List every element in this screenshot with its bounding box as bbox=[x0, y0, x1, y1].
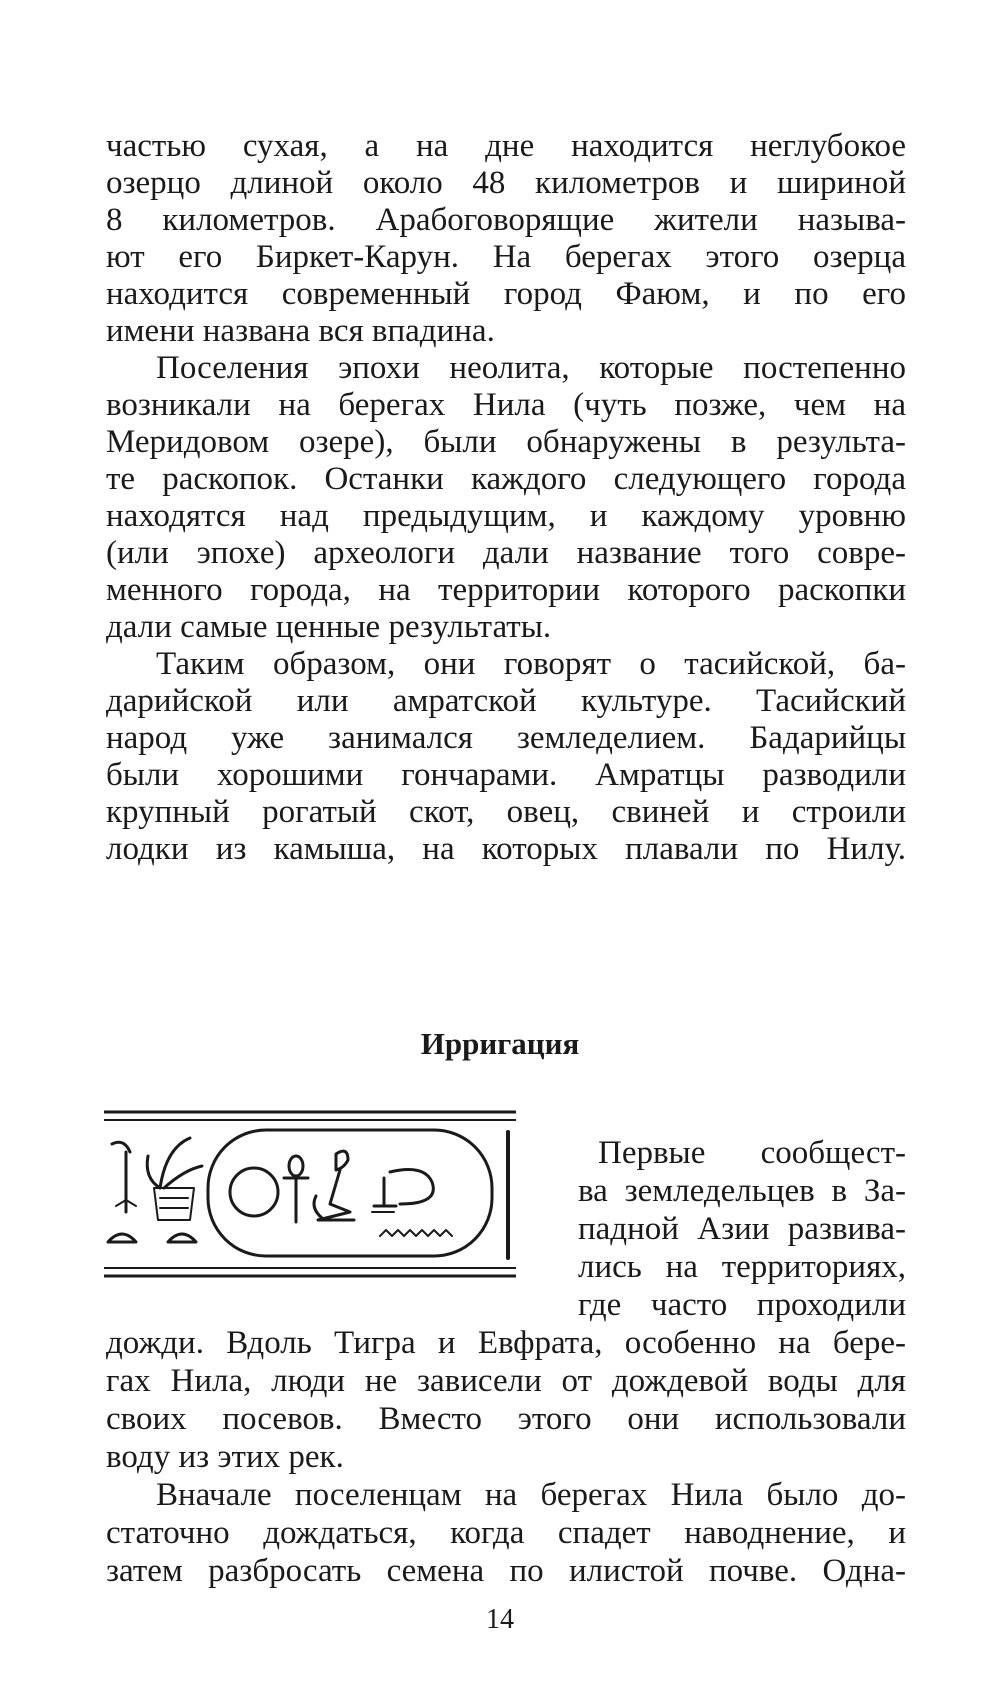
paragraph-1-line-4: ют его Биркет-Карун. На берегах этого озерца bbox=[106, 239, 906, 275]
irrigation-line-1: Первые сообщест- bbox=[598, 1135, 906, 1171]
paragraph-1-line-5: находится современный город Фаюм, и по его bbox=[106, 276, 906, 312]
irrigation-line-8: своих посевов. Вместо этого они использовали bbox=[106, 1401, 906, 1437]
paragraph-1-line-1: частью сухая, а на дне находится неглубокое bbox=[106, 128, 906, 164]
paragraph-2-line-1: Поселения эпохи неолита, которые постепенно bbox=[156, 350, 906, 386]
irrigation-line-6: дожди. Вдоль Тигра и Евфрата, особенно на бере- bbox=[106, 1325, 906, 1361]
paragraph-2-line-3: Меридовом озере), были обнаружены в результа- bbox=[106, 424, 906, 460]
irrigation-line-3: падной Азии развива- bbox=[578, 1211, 906, 1247]
last-paragraph-line-2: статочно дождаться, когда спадет наводнение, и bbox=[106, 1515, 906, 1551]
irrigation-line-7: гах Нила, люди не зависели от дождевой воды для bbox=[106, 1363, 906, 1399]
last-paragraph-line-1: Вначале поселенцам на берегах Нила было до- bbox=[156, 1477, 906, 1513]
paragraph-3-line-6: лодки из камыша, на которых плавали по Нилу. bbox=[106, 831, 906, 867]
paragraph-2-line-6: (или эпохе) археологи дали название того совре- bbox=[106, 535, 906, 571]
paragraph-3-line-3: народ уже занимался земледелием. Бадарийцы bbox=[106, 720, 906, 756]
paragraph-2-line-2: возникали на берегах Нила (чуть позже, чем на bbox=[106, 387, 906, 423]
paragraph-3-line-4: были хорошими гончарами. Амратцы разводили bbox=[106, 757, 906, 793]
paragraph-2-line-5: находятся над предыдущим, и каждому уровню bbox=[106, 498, 906, 534]
page-number: 14 bbox=[486, 1604, 514, 1635]
paragraph-2-line-8: дали самые ценные результаты. bbox=[106, 609, 552, 645]
paragraph-2-line-4: те раскопок. Останки каждого следующего города bbox=[106, 461, 906, 497]
paragraph-3-line-1: Таким образом, они говорят о тасийской, ба- bbox=[156, 646, 906, 682]
irrigation-line-5: где часто проходили bbox=[578, 1287, 906, 1323]
hieroglyph-cartouche-icon bbox=[104, 1108, 516, 1286]
paragraph-2-line-7: менного города, на территории которого раскопки bbox=[106, 572, 906, 608]
paragraph-3-line-2: дарийской или амратской культуре. Тасийский bbox=[106, 683, 906, 719]
irrigation-line-9: воду из этих рек. bbox=[106, 1439, 344, 1475]
irrigation-line-4: лись на территориях, bbox=[578, 1249, 906, 1285]
paragraph-1-line-2: озерцо длиной около 48 километров и шириной bbox=[106, 165, 906, 201]
irrigation-line-2: ва земледельцев в За- bbox=[578, 1173, 906, 1209]
paragraph-1-line-3: 8 километров. Арабоговорящие жители называ- bbox=[106, 202, 906, 238]
paragraph-3-line-5: крупный рогатый скот, овец, свиней и строили bbox=[106, 794, 906, 830]
paragraph-1-line-6: имени названа вся впадина. bbox=[106, 313, 495, 349]
last-paragraph-line-3: затем разбросать семена по илистой почве. Одна- bbox=[106, 1553, 906, 1589]
section-heading: Ирригация bbox=[420, 1026, 580, 1061]
